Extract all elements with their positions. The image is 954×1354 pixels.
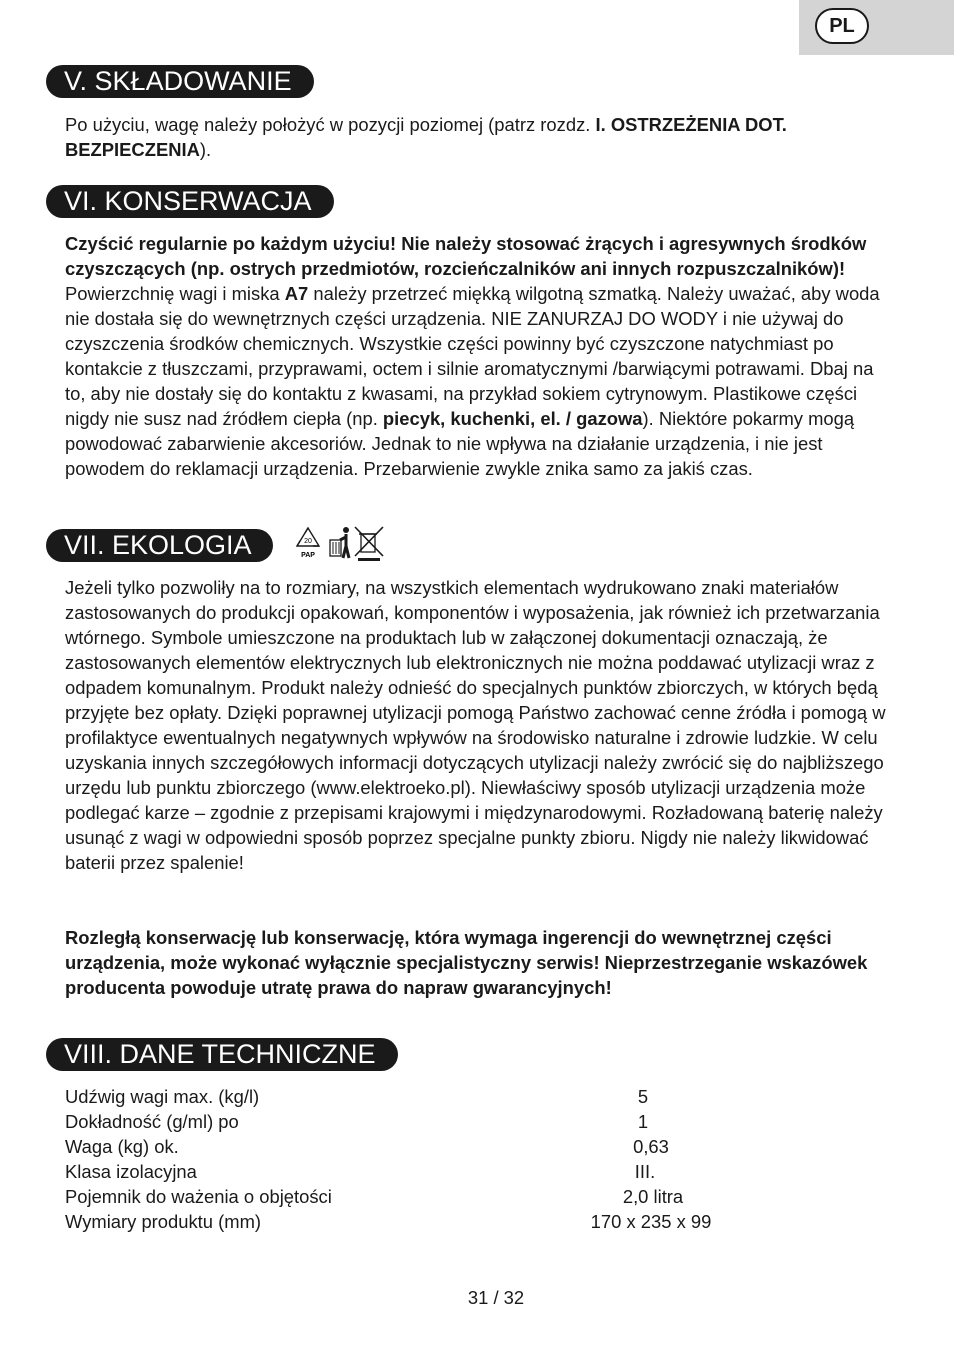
spec-row	[65, 1134, 705, 1159]
konserwacja-paragraph	[65, 231, 895, 481]
section-heading-ekologia: VII. EKOLOGIA	[46, 529, 273, 562]
tidyman-icon	[330, 527, 349, 558]
spec-value: 170 x 235 x 99	[590, 1211, 712, 1232]
text-run: Powierzchnię wagi i miska	[65, 283, 285, 304]
spec-row	[65, 1159, 705, 1184]
section-heading-dane-techniczne: VIII. DANE TECHNICZNE	[46, 1038, 398, 1071]
page-number: 31 / 32	[467, 1287, 525, 1308]
spec-label: Dokładność (g/ml) po	[65, 1111, 239, 1132]
language-badge: PL	[815, 8, 869, 44]
spec-row	[65, 1084, 705, 1109]
spec-label: Waga (kg) ok.	[65, 1136, 179, 1157]
spec-row	[65, 1184, 705, 1209]
crossed-bin-icon	[355, 527, 383, 561]
section-heading-skladowanie: V. SKŁADOWANIE	[46, 65, 314, 98]
section-heading-konserwacja: VI. KONSERWACJA	[46, 185, 334, 218]
spec-value: 2,0 litra	[622, 1186, 684, 1207]
spec-value: 1	[637, 1111, 649, 1132]
recycling-20-pap-icon	[297, 528, 319, 559]
spec-label: Pojemnik do ważenia o objętości	[65, 1186, 332, 1207]
text-run-bold: I. OSTRZEŻENIA DOT. BEZPIECZENIA	[65, 114, 787, 160]
text-run-bold: Czyścić regularnie po każdym użyciu! Nie należy stosować żrących i agresywnych środków czyszczących (np. ostrych przedmiotów, rozcieńczalników ani innych rozpuszczalników)!	[65, 233, 867, 279]
recycling-number: 20	[304, 538, 312, 545]
spec-label: Klasa izolacyjna	[65, 1161, 197, 1182]
spec-value: 5	[637, 1086, 649, 1107]
text-run: należy przetrzeć miękką wilgotną szmatką. Należy uważać, aby woda nie dostała się do wewnętrznych części urządzenia. NIE ZANURZAJ DO WODY i nie używaj do czyszczenia środków chemicznych. Wszystkie części powinny być czyszczone natychmiast po kontakcie z tłuszczami, przyprawami, octem i silnie aromatycznymi /barwiącymi potrawami. Dbaj na to, aby nie dostały się do kontaktu z kwasami, na przykład sokiem cytrynowym. Plastikowe części nigdy nie susz nad źródłem ciepła (np.	[65, 283, 880, 429]
ekologia-paragraph: Jeżeli tylko pozwoliły na to rozmiary, na wszystkich elementach wydrukowano znaki materiałów zastosowanych do produkcji opakowań, komponentów i wyposażenia, jak również ich przetwarzania wtórnego. Symbole umieszczone na produktach lub w załączonej dokumentacji oznaczają, że zastosowanych elementów elektrycznych lub elektronicznych nie można poddawać utylizacji wraz z odpadem komunalnym. Produkt należy odnieść do specjalnych punktów zbiorczych, w których będą przyjęte bez opłaty. Dzięki poprawnej utylizacji pomogą Państwo zachować cenne źródła i pomogą w profilaktyce ewentualnych negatywnych wpływów na środowisko naturalne i zdrowie ludzkie. W celu uzyskania innych szczegółowych informacji dotyczących utylizacji należy zwrócić się do najbliższego urzędu lub punktu zbiorczego (www.elektroeko.pl). Niewłaściwy sposób utylizacji urządzenia może podlegać karze – zgodnie z przepisami krajowymi i międzynarodowymi. Rozładowaną baterię należy usunąć z wagi w odpowiedni sposób poprzez specjalne punkty zbioru. Nigdy nie należy likwidować baterii przez spalenie!	[65, 577, 886, 873]
text-run-bold: piecyk, kuchenki, el. / gazowa	[382, 408, 643, 429]
text-run: ).	[199, 139, 212, 160]
spec-label: Udźwig wagi max. (kg/l)	[65, 1086, 260, 1107]
text-run-bold: A7	[284, 283, 309, 304]
spec-label: Wymiary produktu (mm)	[65, 1211, 262, 1232]
spec-row	[65, 1209, 712, 1234]
eco-icons	[294, 524, 388, 562]
spec-row	[65, 1109, 705, 1134]
spec-value: III.	[634, 1161, 656, 1182]
language-tab	[799, 0, 954, 55]
ekologia-warning-paragraph: Rozległą konserwację lub konserwację, która wymaga ingerencji do wewnętrznej części urządzenia, może wykonać wyłącznie specjalistyczny serwis! Nieprzestrzeganie wskazówek producenta powoduje utratę prawa do napraw gwarancyjnych!	[65, 927, 868, 998]
text-run: Po użyciu, wagę należy położyć w pozycji poziomej (patrz rozdz.	[65, 114, 596, 135]
spec-value: 0,63	[633, 1136, 669, 1157]
recycling-code: PAP	[301, 552, 315, 559]
text-run: ). Niektóre pokarmy mogą powodować zabarwienie akcesoriów. Jednak to nie wpływa na działanie urządzenia, i nie jest powodem do reklamacji urządzenia. Przebarwienie zwykle znika samo za jakiś czas.	[65, 408, 855, 479]
skladowanie-paragraph	[65, 112, 895, 162]
